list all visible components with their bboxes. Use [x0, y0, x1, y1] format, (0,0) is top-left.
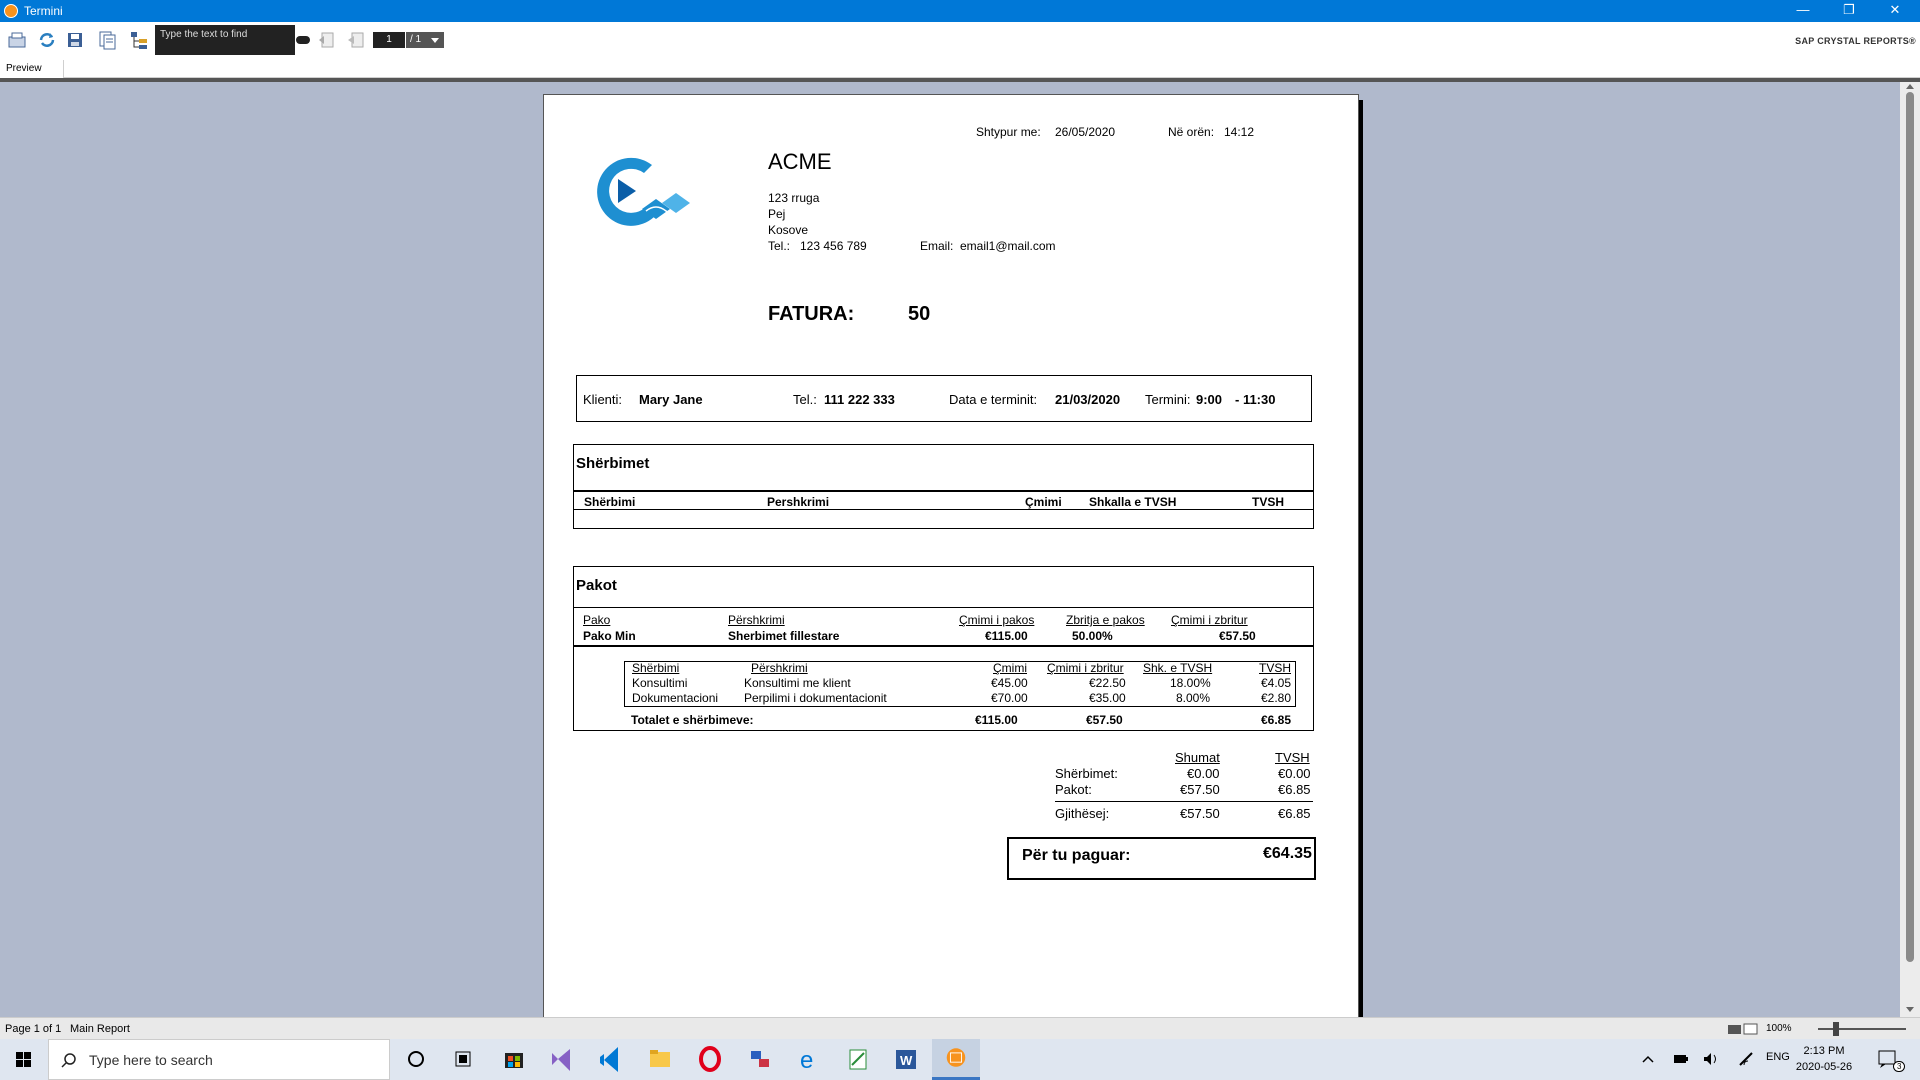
task-view-icon[interactable]	[440, 1039, 488, 1080]
subtable-header-price: Çmimi	[993, 661, 1027, 675]
summary-total-sum: €57.50	[1180, 806, 1220, 821]
find-next-icon[interactable]	[296, 36, 310, 44]
report-name: Main Report	[70, 1023, 130, 1035]
zoom-slider[interactable]	[1818, 1028, 1906, 1030]
minimize-button[interactable]: —	[1796, 2, 1810, 17]
export-icon[interactable]	[6, 29, 28, 51]
subtable-row-2-service: Dokumentacioni	[632, 691, 719, 705]
summary-header-sum: Shumat	[1175, 750, 1220, 765]
subtable-header-discounted: Çmimi i zbritur	[1047, 661, 1124, 675]
tab-preview[interactable]: Preview	[0, 60, 64, 78]
first-page-icon[interactable]	[316, 29, 338, 51]
subtable-header-service: Shërbimi	[632, 661, 680, 675]
wifi-icon[interactable]	[1738, 1051, 1756, 1067]
windows-start-icon[interactable]	[0, 1039, 48, 1080]
summary-packages-vat: €6.85	[1278, 782, 1311, 797]
client-label: Klienti:	[583, 392, 623, 407]
chevron-down-icon	[431, 38, 439, 43]
page-view-icon[interactable]	[1727, 1023, 1759, 1035]
previous-page-icon[interactable]	[346, 29, 368, 51]
refresh-icon[interactable]	[36, 29, 58, 51]
scroll-up-icon[interactable]	[1906, 84, 1914, 89]
subtable-row-1-service: Konsultimi	[632, 676, 688, 690]
appointment-date-label: Data e terminit:	[949, 392, 1038, 407]
divider	[1055, 801, 1313, 802]
packages-section	[573, 566, 1314, 731]
company-logo	[588, 151, 704, 229]
notification-count-badge: 3	[1893, 1061, 1905, 1072]
chevron-up-icon[interactable]	[1641, 1053, 1655, 1065]
company-name: ACME	[768, 149, 832, 174]
client-tel-label: Tel.:	[793, 392, 817, 407]
cortana-icon[interactable]	[392, 1039, 440, 1080]
printed-label: Shtypur me:	[976, 125, 1041, 139]
report-page	[543, 94, 1359, 1024]
word-icon[interactable]	[882, 1039, 930, 1080]
subtable-row-1-discounted: €22.50	[1089, 676, 1126, 690]
search-icon	[61, 1052, 77, 1068]
notepad-icon[interactable]	[834, 1039, 882, 1080]
company-tel: 123 456 789	[800, 239, 867, 253]
subtable-row-1-description: Konsultimi me klient	[744, 676, 851, 690]
appointment-slot-end: - 11:30	[1235, 392, 1276, 407]
services-header-vat: TVSH	[1252, 495, 1285, 509]
summary-packages-label: Pakot:	[1055, 782, 1092, 797]
summary-total-label: Gjithësej:	[1055, 806, 1110, 821]
page-status: Page 1 of 1	[5, 1023, 62, 1035]
package-price: €115.00	[985, 629, 1028, 643]
summary-services-label: Shërbimet:	[1055, 766, 1118, 781]
subtable-row-1-vat: €4.05	[1261, 676, 1292, 690]
scroll-down-icon[interactable]	[1906, 1007, 1914, 1012]
time-label: Në orën:	[1168, 125, 1215, 139]
svg-text:e: e	[800, 1047, 814, 1074]
totals-discounted: €57.50	[1086, 713, 1123, 727]
packages-header-price: Çmimi i pakos	[959, 613, 1035, 627]
time-value: 14:12	[1224, 125, 1255, 139]
app-icon	[4, 4, 18, 18]
tab-strip	[0, 58, 1920, 78]
language-indicator[interactable]: ENG	[1766, 1051, 1790, 1063]
services-header-price: Çmimi	[1025, 495, 1062, 509]
address-line-1: 123 rruga	[768, 191, 820, 205]
totals-label: Totalet e shërbimeve:	[631, 713, 754, 727]
subtable-header-description: Përshkrimi	[751, 661, 808, 675]
summary-services-sum: €0.00	[1187, 766, 1220, 781]
window-title: Termini	[24, 4, 63, 18]
store-icon[interactable]	[490, 1039, 538, 1080]
totals-price: €115.00	[975, 713, 1018, 727]
packages-header-discounted-price: Çmimi i zbritur	[1171, 613, 1248, 627]
amount-due-value: €64.35	[1263, 845, 1312, 862]
subtable-row-2-discounted: €35.00	[1089, 691, 1126, 705]
vertical-scrollbar[interactable]	[1900, 82, 1920, 1017]
services-header-description: Pershkrimi	[767, 495, 830, 509]
crystal-reports-icon[interactable]	[932, 1039, 980, 1080]
appointment-slot-start: 9:00	[1196, 392, 1223, 407]
summary-header-vat: TVSH	[1275, 750, 1310, 765]
title-bar	[0, 0, 1920, 22]
packages-title: Pakot	[576, 577, 617, 594]
search-input[interactable]: Type the text to find	[155, 25, 295, 55]
client-tel: 111 222 333	[824, 392, 895, 407]
packages-header-package: Pako	[583, 613, 611, 627]
divider	[574, 509, 1313, 510]
summary-total-vat: €6.85	[1278, 806, 1311, 821]
clock-time: 2:13 PM	[1803, 1045, 1845, 1057]
services-title: Shërbimet	[576, 455, 650, 472]
subtable-row-1-vat-rate: 18.00%	[1170, 676, 1211, 690]
scrollbar-thumb[interactable]	[1906, 92, 1914, 962]
page-number-input[interactable]: 1	[373, 32, 405, 48]
print-icon[interactable]	[64, 29, 86, 51]
summary-services-vat: €0.00	[1278, 766, 1311, 781]
network-tool-icon[interactable]	[736, 1039, 784, 1080]
zoom-level: 100%	[1766, 1023, 1792, 1034]
close-button[interactable]: ✕	[1889, 2, 1901, 17]
subtable-header-vat: TVSH	[1259, 661, 1292, 675]
summary-packages-sum: €57.50	[1180, 782, 1220, 797]
invoice-number: 50	[908, 303, 931, 325]
address-line-2: Pej	[768, 207, 786, 221]
page-total-dropdown[interactable]	[406, 32, 444, 48]
packages-header-discount: Zbritja e pakos	[1066, 613, 1145, 627]
zoom-slider-handle[interactable]	[1833, 1022, 1839, 1036]
copy-icon[interactable]	[96, 29, 118, 51]
edge-icon[interactable]	[784, 1039, 832, 1080]
services-header-vat-rate: Shkalla e TVSH	[1089, 495, 1177, 509]
company-tel-label: Tel.:	[768, 239, 791, 253]
company-email-label: Email:	[920, 239, 954, 253]
brand-logo: SAP CRYSTAL REPORTS®	[1795, 36, 1916, 46]
subtable-row-2-vat-rate: 8.00%	[1176, 691, 1211, 705]
group-tree-icon[interactable]	[128, 29, 150, 51]
divider	[574, 490, 1313, 492]
battery-icon[interactable]	[1672, 1052, 1690, 1066]
appointment-date: 21/03/2020	[1055, 392, 1121, 407]
package-discount: 50.00%	[1072, 629, 1113, 643]
taskbar	[0, 1039, 1920, 1080]
subtable-row-2-description: Perpilimi i dokumentacionit	[744, 691, 887, 705]
address-line-3: Kosove	[768, 223, 809, 237]
taskbar-search[interactable]	[48, 1039, 390, 1080]
volume-icon[interactable]	[1702, 1051, 1720, 1067]
opera-icon[interactable]	[686, 1039, 734, 1080]
amount-due-box	[1007, 837, 1316, 880]
vscode-icon[interactable]	[588, 1039, 636, 1080]
company-email: email1@mail.com	[960, 239, 1056, 253]
totals-vat: €6.85	[1261, 713, 1292, 727]
packages-header-description: Përshkrimi	[728, 613, 785, 627]
visual-studio-icon[interactable]	[538, 1039, 586, 1080]
printed-date: 26/05/2020	[1055, 125, 1116, 139]
divider	[574, 607, 1313, 608]
clock[interactable]	[1793, 1043, 1855, 1075]
page-total-label: / 1	[410, 34, 422, 45]
clock-date: 2020-05-26	[1795, 1061, 1853, 1073]
services-header-service: Shërbimi	[584, 495, 636, 509]
services-section	[573, 444, 1314, 529]
package-services-table	[624, 661, 1296, 707]
svg-text:W: W	[900, 1053, 913, 1068]
file-explorer-icon[interactable]	[636, 1039, 684, 1080]
invoice-label: FATURA:	[768, 303, 855, 325]
subtable-row-2-vat: €2.80	[1261, 691, 1292, 705]
appointment-slot-label: Termini:	[1145, 392, 1191, 407]
amount-due-label: Për tu paguar:	[1022, 847, 1131, 864]
package-name: Pako Min	[583, 629, 636, 643]
taskbar-search-placeholder: Type here to search	[89, 1052, 213, 1068]
subtable-row-2-price: €70.00	[991, 691, 1028, 705]
subtable-row-1-price: €45.00	[991, 676, 1028, 690]
divider	[574, 645, 1313, 647]
restore-button[interactable]: ❐	[1843, 2, 1855, 17]
package-description: Sherbimet fillestare	[728, 629, 840, 643]
client-name: Mary Jane	[639, 392, 703, 407]
subtable-header-vat-rate: Shk. e TVSH	[1143, 661, 1213, 675]
client-box	[576, 375, 1312, 422]
package-discounted-price: €57.50	[1219, 629, 1256, 643]
status-bar	[0, 1017, 1920, 1039]
